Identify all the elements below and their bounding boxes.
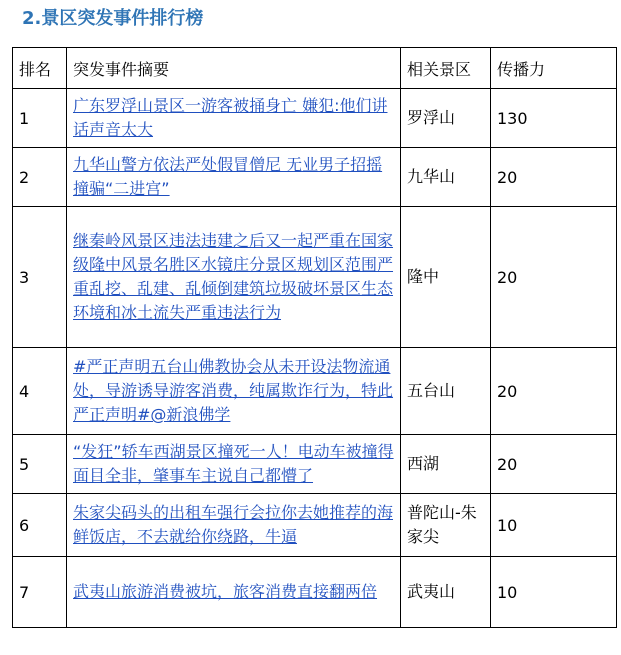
event-link[interactable]: #严正声明五台山佛教协会从未开设法物流通处，导游诱导游客消费，纯属欺诈行为，特此严正声明#@新浪佛学 — [73, 357, 394, 424]
table-header-row — [13, 48, 617, 89]
event-link[interactable]: 武夷山旅游消费被坑，旅客消费直接翻两倍 — [73, 582, 378, 601]
event-link[interactable]: “发狂”轿车西湖景区撞死一人！电动车被撞得面目全非，肇事车主说自己都懵了 — [73, 442, 394, 485]
event-cell — [67, 89, 401, 148]
event-cell — [67, 148, 401, 207]
rank-cell: 1 — [13, 89, 67, 148]
rank-cell: 2 — [13, 148, 67, 207]
power-cell: 20 — [491, 207, 617, 348]
table-row — [13, 435, 617, 494]
event-link[interactable]: 九华山警方依法严处假冒僧尼 无业男子招摇撞骗“二进宫” — [73, 155, 383, 198]
area-cell: 罗浮山 — [401, 89, 491, 148]
power-cell: 130 — [491, 89, 617, 148]
event-link[interactable]: 朱家尖码头的出租车强行会拉你去她推荐的海鲜饭店，不去就给你绕路，牛逼 — [73, 503, 394, 546]
section-title: 2.景区突发事件排行榜 — [22, 8, 204, 29]
event-cell — [67, 557, 401, 628]
col-header-area: 相关景区 — [401, 48, 491, 89]
col-header-power: 传播力 — [491, 48, 617, 89]
event-cell — [67, 207, 401, 348]
table-row — [13, 348, 617, 435]
area-cell: 武夷山 — [401, 557, 491, 628]
rank-cell: 5 — [13, 435, 67, 494]
table-row — [13, 89, 617, 148]
table-row — [13, 557, 617, 628]
col-header-rank: 排名 — [13, 48, 67, 89]
rank-cell: 6 — [13, 494, 67, 557]
table-row — [13, 207, 617, 348]
area-cell: 普陀山-朱家尖 — [401, 494, 491, 557]
power-cell: 10 — [491, 557, 617, 628]
area-cell: 五台山 — [401, 348, 491, 435]
rank-cell: 4 — [13, 348, 67, 435]
area-cell: 西湖 — [401, 435, 491, 494]
event-cell — [67, 348, 401, 435]
rank-cell: 7 — [13, 557, 67, 628]
area-cell: 隆中 — [401, 207, 491, 348]
col-header-event: 突发事件摘要 — [67, 48, 401, 89]
event-link[interactable]: 广东罗浮山景区一游客被捅身亡 嫌犯:他们讲话声音太大 — [73, 96, 388, 139]
area-cell: 九华山 — [401, 148, 491, 207]
power-cell: 20 — [491, 348, 617, 435]
table-row — [13, 148, 617, 207]
event-cell — [67, 494, 401, 557]
rank-cell: 3 — [13, 207, 67, 348]
ranking-table — [12, 47, 617, 628]
table-row — [13, 494, 617, 557]
power-cell: 20 — [491, 148, 617, 207]
event-cell — [67, 435, 401, 494]
power-cell: 20 — [491, 435, 617, 494]
event-link[interactable]: 继秦岭风景区违法违建之后又一起严重在国家级隆中风景名胜区水镜庄分景区规划区范围严重乱挖、乱建、乱倾倒建筑垃圾破坏景区生态环境和冰土流失严重违法行为 — [73, 231, 394, 322]
power-cell: 10 — [491, 494, 617, 557]
